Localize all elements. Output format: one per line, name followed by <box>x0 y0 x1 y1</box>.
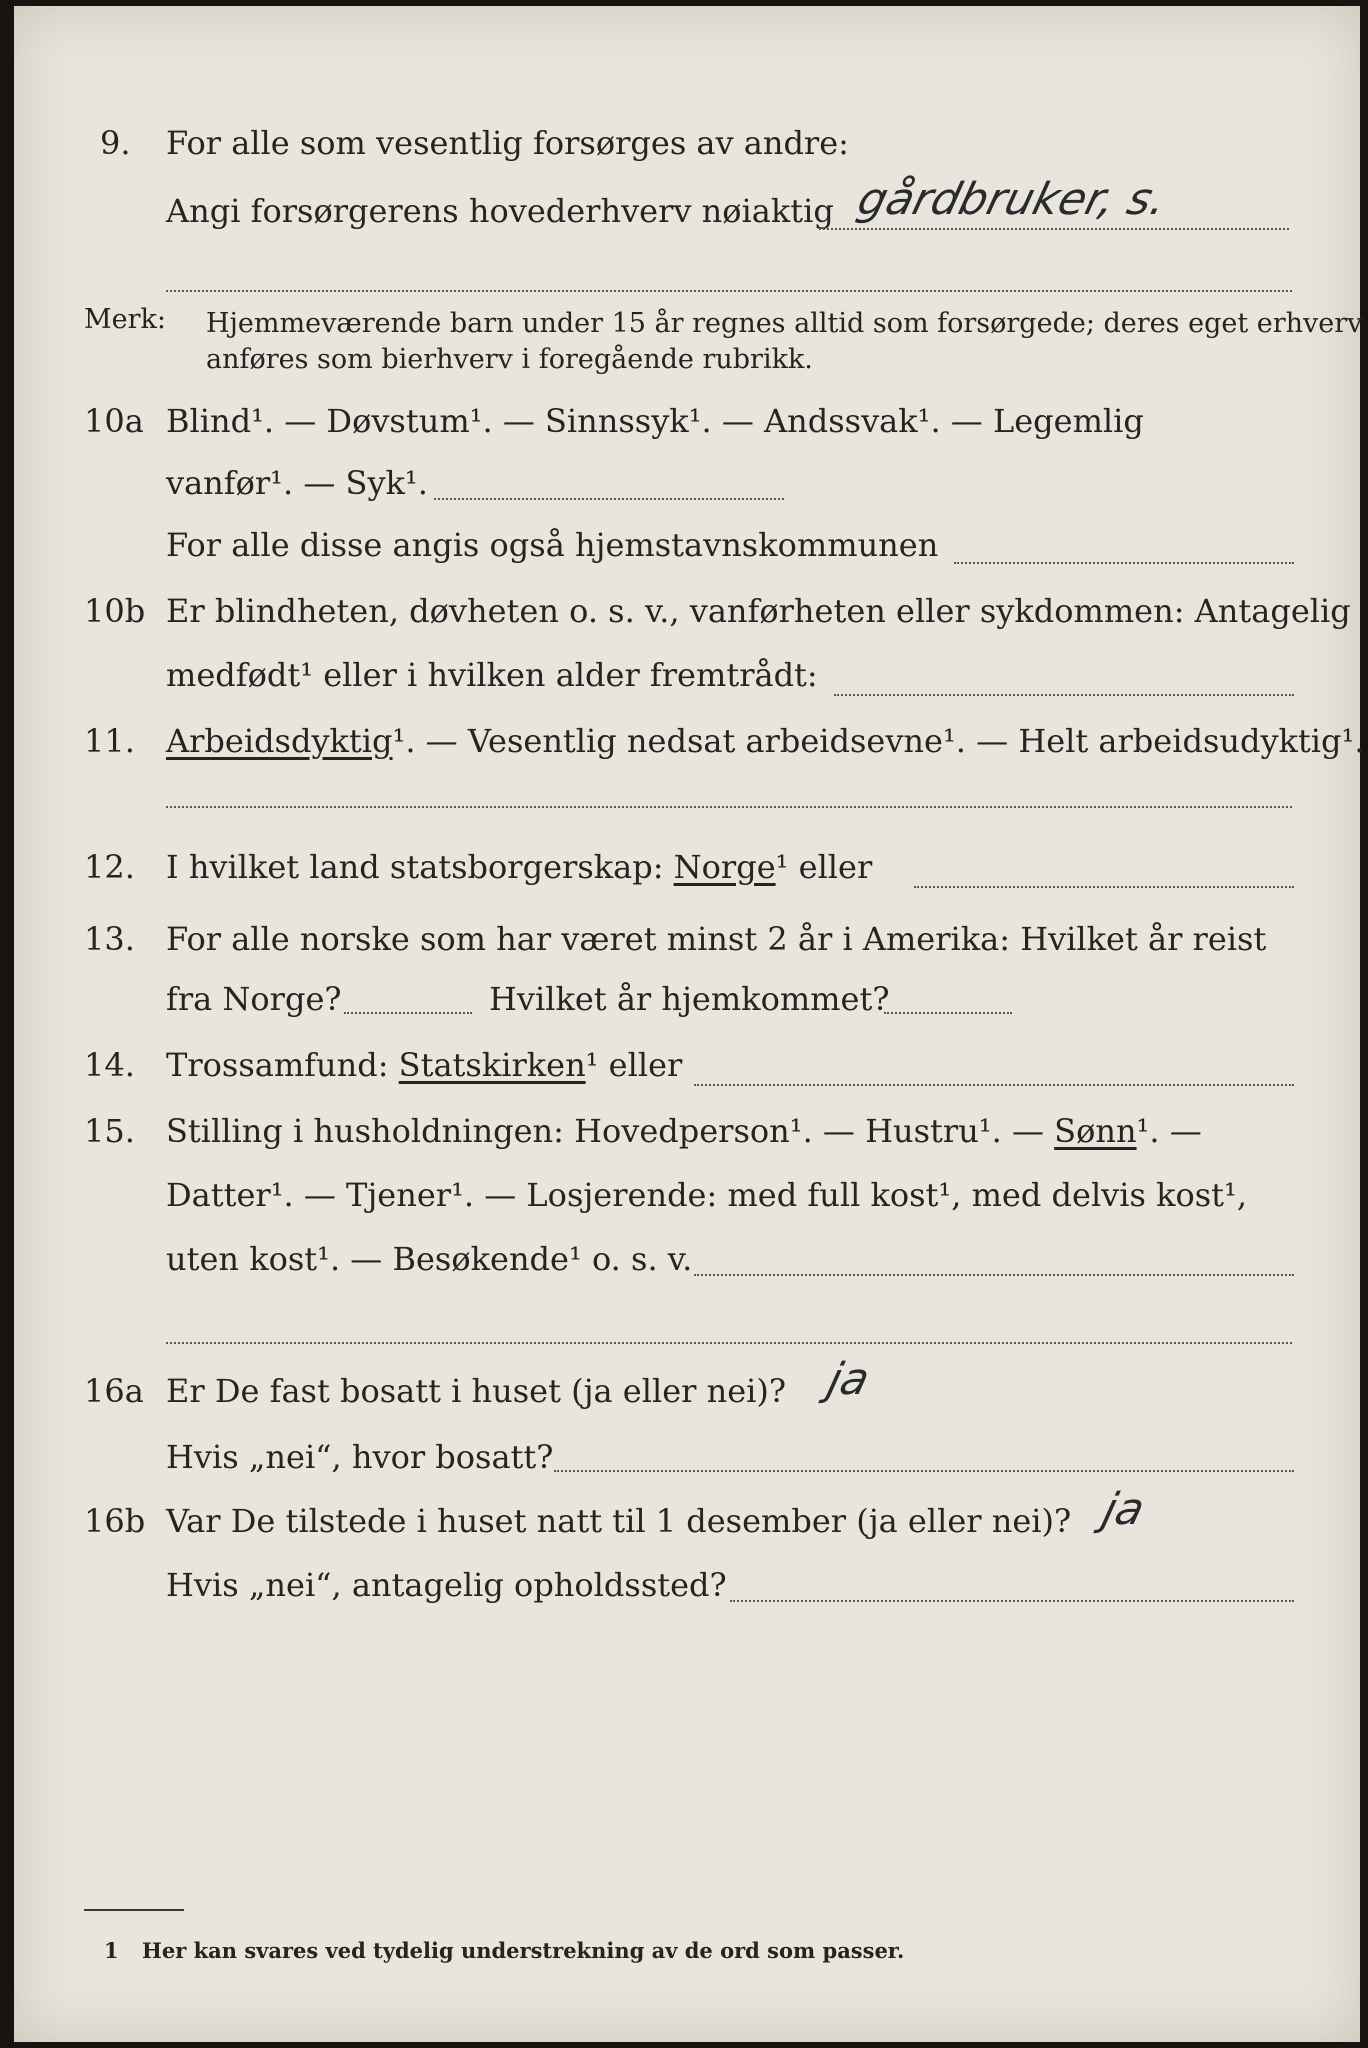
merk-label: Merk: <box>84 304 166 335</box>
q10a-hometown-line <box>954 562 1294 564</box>
q14-number: 14. <box>84 1046 135 1084</box>
q10a-line-1: Blind¹. — Døvstum¹. — Sinnssyk¹. — Andssvak¹. — Legemlig <box>166 402 1144 440</box>
q9-extra-line <box>166 290 1292 292</box>
q11-line <box>166 722 1365 760</box>
q16a-answer: ja <box>822 1354 875 1405</box>
q12-answer-line <box>914 886 1294 888</box>
q13-line-2b: Hvilket år hjemkommet? <box>489 980 890 1018</box>
q12-line <box>166 848 872 886</box>
q9-number: 9. <box>100 124 131 162</box>
q9-prompt: Angi forsørgerens hovederhverv nøiaktig <box>166 192 834 230</box>
q15-line-3: uten kost¹. — Besøkende¹ o. s. v. <box>166 1240 693 1278</box>
q13-line-2a: fra Norge? <box>166 980 342 1018</box>
q16b-answer-line <box>730 1600 1294 1602</box>
q16a-answer-line <box>554 1470 1294 1472</box>
q13-line-1: For alle norske som har været minst 2 år i Amerika: Hvilket år reist <box>166 920 1267 958</box>
q10b-answer-line <box>834 694 1294 696</box>
q9-answer-line <box>819 228 1289 230</box>
q15-underlined-choice: Sønn <box>1054 1112 1137 1150</box>
q9-answer: gårdbruker, s. <box>852 174 1172 225</box>
q11-rest: ¹. — Vesentlig nedsat arbeidsevne¹. — Helt arbeidsudyktig¹. <box>392 722 1365 760</box>
q13-return-line <box>884 1012 1012 1014</box>
q12-prefix: I hvilket land statsborgerskap: <box>166 848 664 886</box>
q16b-number: 16b <box>84 1502 146 1540</box>
q14-line <box>166 1046 682 1084</box>
q10a-line-2: vanfør¹. — Syk¹. <box>166 464 428 502</box>
q15-line-1-suffix: ¹. — <box>1136 1112 1202 1150</box>
census-form-page <box>14 6 1365 2042</box>
q15-answer-line <box>694 1274 1294 1276</box>
q14-suffix: ¹ eller <box>585 1046 683 1084</box>
q15-number: 15. <box>84 1112 135 1150</box>
footnote-text: Her kan svares ved tydelig understrekning av de ord som passer. <box>142 1938 905 1963</box>
q11-number: 11. <box>84 722 135 760</box>
q11-underlined-choice: Arbeidsdyktig <box>166 722 393 760</box>
q16a-line-2: Hvis „nei“, hvor bosatt? <box>166 1438 554 1476</box>
q16b-answer: ja <box>1097 1484 1150 1535</box>
q16b-line-1: Var De tilstede i huset natt til 1 desember (ja eller nei)? <box>166 1502 1072 1540</box>
q12-number: 12. <box>84 848 135 886</box>
q14-underlined-choice: Statskirken <box>398 1046 586 1084</box>
q15-extra-line <box>166 1342 1292 1344</box>
q11-extra-line <box>166 806 1292 808</box>
q13-departure-line <box>344 1012 472 1014</box>
footnote-mark: 1 <box>104 1938 119 1963</box>
footnote-rule <box>84 1909 184 1911</box>
q10a-number: 10a <box>84 402 144 440</box>
q10b-number: 10b <box>84 592 146 630</box>
merk-text-1: Hjemmeværende barn under 15 år regnes alltid som forsørgede; deres eget erhverv <box>206 308 1363 339</box>
q10a-line-3: For alle disse angis også hjemstavnskommunen <box>166 526 939 564</box>
q16a-number: 16a <box>84 1372 144 1410</box>
merk-text-2: anføres som bierhverv i foregående rubrikk. <box>206 344 813 375</box>
q16b-line-2: Hvis „nei“, antagelig opholdssted? <box>166 1566 727 1604</box>
q10b-line-2: medfødt¹ eller i hvilken alder fremtrådt: <box>166 656 818 694</box>
q12-suffix: ¹ eller <box>775 848 873 886</box>
q10a-answer-line <box>434 498 784 500</box>
q16a-line-1: Er De fast bosatt i huset (ja eller nei)? <box>166 1372 787 1410</box>
q15-line-2: Datter¹. — Tjener¹. — Losjerende: med full kost¹, med delvis kost¹, <box>166 1176 1248 1214</box>
q9-question: For alle som vesentlig forsørges av andre: <box>166 124 849 162</box>
q15-line-1 <box>166 1112 1202 1150</box>
q10b-line-1: Er blindheten, døvheten o. s. v., vanførheten eller sykdommen: Antagelig <box>166 592 1351 630</box>
q15-line-1-prefix: Stilling i husholdningen: Hovedperson¹. — Hustru¹. — <box>166 1112 1044 1150</box>
q14-prefix: Trossamfund: <box>166 1046 389 1084</box>
q13-number: 13. <box>84 920 135 958</box>
q14-answer-line <box>694 1084 1294 1086</box>
q12-underlined-choice: Norge <box>673 848 776 886</box>
